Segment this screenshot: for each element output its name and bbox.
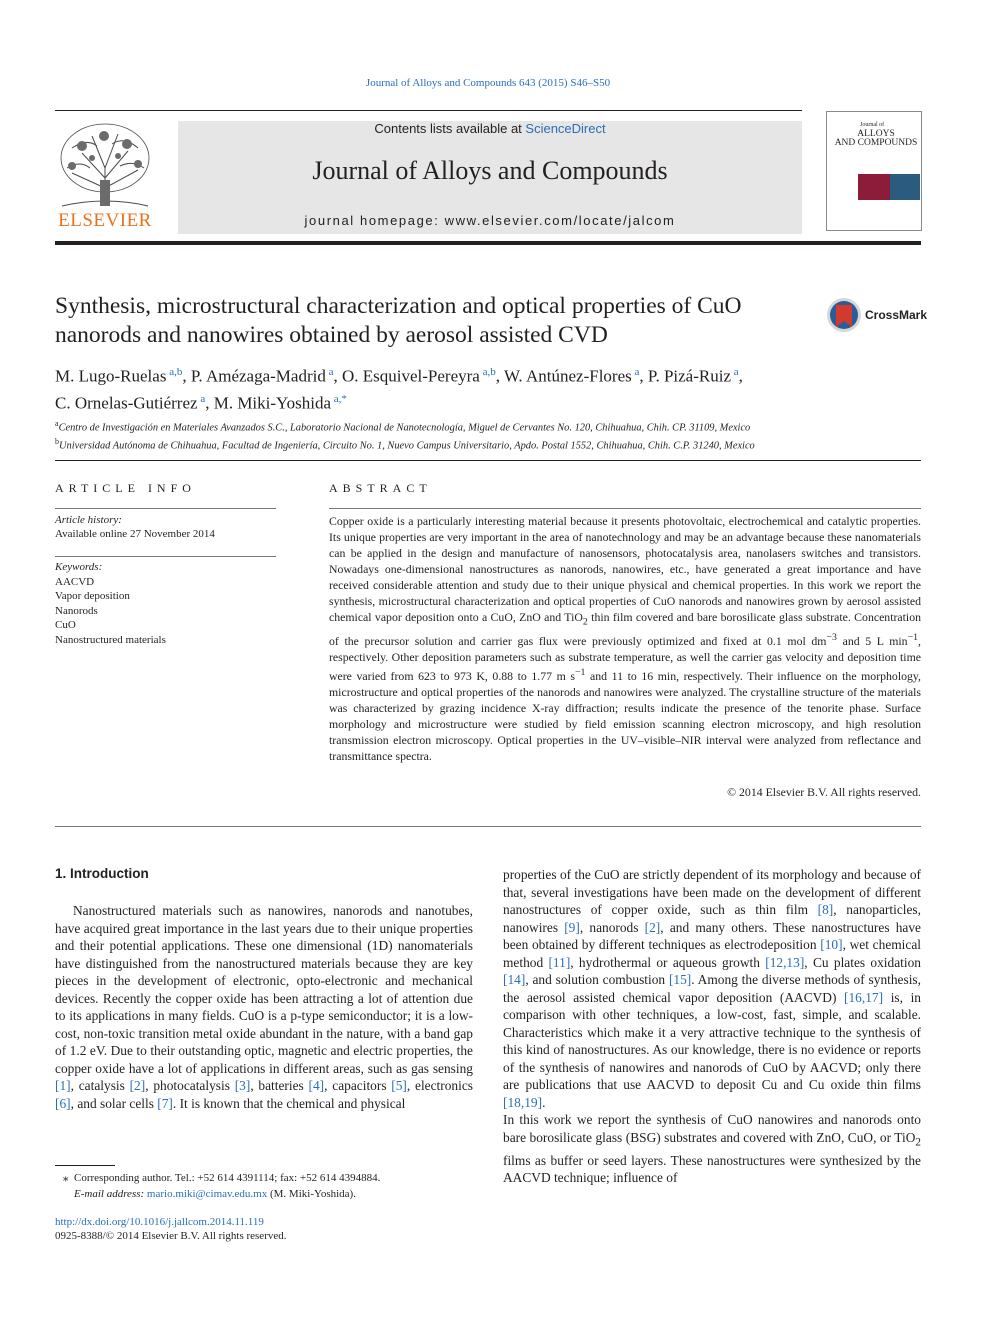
section-heading-introduction: 1. Introduction [55, 866, 149, 881]
reference-link[interactable]: [3] [234, 1078, 251, 1093]
keyword: Nanorods [55, 604, 98, 617]
intro-text: , photocatalysis [145, 1078, 235, 1093]
intro-text: films as buffer or seed layers. These nanostructures were synthesized by the AACVD technique; influence of [503, 1152, 921, 1186]
intro-paragraph [503, 866, 921, 1111]
author-name: C. Ornelas-Gutiérrez [55, 393, 198, 413]
affiliation-key: a [55, 419, 59, 428]
journal-citation-link[interactable]: Journal of Alloys and Compounds 643 (2015) S46–S50 [365, 77, 611, 89]
article-info-rule [55, 508, 276, 509]
intro-text: , and solution combustion [525, 972, 669, 987]
abstract-part: Copper oxide is a particularly interesting material because it presents photovoltaic, electrochemical and catalytic properties. Its unique properties are very important in the area of nanotechnology and may be an advantage because these nanomaterials can be applied in the design and manufacture of nanosensors, photocatalysis area, nanolasers switches and transistors. Nowadays one-dimensional nanostructures as nanorods, nanowires, etc., have generated a great importance and have received considerable attention and study due to their unique physical and chemical properties. In this work we report the synthesis, microstructural characterization and optical properties of CuO nanorods and nanowires grown by aerosol assisted chemical vapor deposition onto a CuO, ZnO and TiO [329, 514, 921, 624]
reference-link[interactable]: [6] [55, 1095, 71, 1111]
intro-text: Nanostructured materials such as nanowires, nanorods and nanotubes, have acquired great importance in the last years due to their unique properties and their potential applications. These one dimensional (1D) nanomaterials have distinguished from the nanostructured materials because they are key pieces in the development of electronic, opto-electronic and mechanical devices. Recently the copper oxide has been attracting a lot of attention due to its applications in many fields. CuO is a p-type semiconductor; it is a low-cost, non-toxic transition metal oxide abundant in the nature, with a band gap of 1.2 eV. Due to their outstanding optic, magnetic and electric properties, the copper oxide have a lot of applications in different areas, such as gas sensing [55, 903, 473, 1076]
sciencedirect-link[interactable]: ScienceDirect [525, 121, 606, 136]
keyword: CuO [55, 619, 76, 632]
reference-link[interactable]: [15] [668, 972, 692, 987]
affiliation-list [55, 417, 921, 454]
reference-link[interactable]: [7] [157, 1095, 173, 1111]
author-affiliation-marker[interactable]: a [325, 366, 334, 378]
reference-link[interactable]: [9] [564, 919, 580, 935]
intro-text: , and solar cells [70, 1095, 158, 1111]
author-name: W. Antúnez-Flores [503, 366, 632, 386]
abstract-rule [329, 508, 921, 509]
contents-line [178, 121, 802, 136]
journal-cover-thumbnail[interactable] [826, 111, 922, 231]
intro-text: , and many others. These nanostructures have been obtained by different techniques as electrodeposition [503, 919, 921, 952]
superscript: −1 [907, 632, 919, 644]
corresponding-text: Corresponding author. Tel.: +52 614 4391114; fax: +52 614 4394884. [74, 1172, 381, 1184]
author-affiliation-marker[interactable]: a,b [166, 366, 183, 378]
intro-text: In this work we report the synthesis of CuO nanowires and nanorods onto bare borosilicate glass (BSG) substrates and covered with ZnO, CuO, or TiO [503, 1112, 921, 1145]
footnote [55, 1170, 473, 1202]
homepage-prefix: journal homepage: [304, 213, 445, 228]
reference-link[interactable]: [11] [548, 954, 571, 970]
reference-link[interactable]: [14] [503, 972, 526, 987]
superscript: −3 [826, 632, 837, 644]
keywords-rule [55, 556, 276, 557]
cover-block-red [858, 174, 890, 200]
keyword: Vapor deposition [55, 590, 130, 603]
keywords-list [55, 575, 166, 647]
keyword: AACVD [55, 576, 95, 588]
intro-text: , electronics [406, 1078, 473, 1093]
affiliation-text: Centro de Investigación en Materiales Avanzados S.C., Laboratorio Nacional de Nanotecnología, Miguel de Cervantes No. 120, Chihuahua, Chih. CP. 31109, Mexico [58, 422, 751, 434]
author-affiliation-marker[interactable]: a,* [331, 392, 347, 405]
intro-text: , Cu plates oxidation [804, 954, 921, 970]
author-affiliation-marker[interactable]: a [731, 366, 739, 378]
subscript: 2 [915, 1136, 921, 1149]
cover-title [833, 130, 919, 148]
intro-text: , capacitors [324, 1078, 392, 1093]
reference-link[interactable]: [18,19] [503, 1094, 543, 1110]
email-note [55, 1186, 473, 1202]
abstract-copyright: © 2014 Elsevier B.V. All rights reserved. [727, 785, 921, 799]
reference-link[interactable]: [1] [55, 1078, 71, 1093]
author-name: P. Amézaga-Madrid [190, 366, 326, 386]
abstract-part: and 5 L min [836, 634, 908, 649]
email-suffix: (M. Miki-Yoshida). [267, 1188, 356, 1200]
reference-link[interactable]: [4] [308, 1078, 325, 1093]
cover-line-2: ALLOYS [857, 129, 895, 139]
reference-link[interactable]: [12,13] [765, 954, 805, 970]
reference-link[interactable]: [5] [391, 1078, 407, 1093]
article-info-heading: ARTICLE INFO [55, 481, 196, 495]
intro-text: . It is known that the chemical and physical [172, 1095, 406, 1111]
crossmark-badge[interactable] [826, 297, 928, 333]
article-history-label: Article history: [55, 514, 122, 526]
intro-paragraph [503, 1111, 921, 1187]
author-name: M. Lugo-Ruelas [55, 366, 167, 386]
author-name: M. Miki-Yoshida [213, 393, 332, 413]
abstract-heading: ABSTRACT [329, 481, 432, 495]
footnote-marker: ⁎ [63, 1172, 69, 1184]
reference-link[interactable]: [2] [129, 1078, 146, 1093]
abstract-text [329, 513, 921, 764]
email-link[interactable]: mario.miki@cimav.edu.mx [146, 1188, 268, 1200]
article-history-value: Available online 27 November 2014 [55, 528, 215, 540]
author-affiliation-marker[interactable]: a [631, 366, 640, 378]
article-title: Synthesis, microstructural characterization and optical properties of CuO nanorods and nanowires obtained by aerosol assisted CVD [55, 293, 742, 348]
intro-text: , nanoparticles, nanowires [503, 902, 921, 935]
keywords-label: Keywords: [55, 561, 103, 573]
journal-homepage [178, 213, 802, 228]
intro-column-left [55, 902, 473, 1112]
keyword: Nanostructured materials [55, 633, 166, 646]
intro-text: , nanorods [579, 919, 645, 935]
crossmark-label: CrossMark [865, 308, 928, 322]
intro-text: , wet chemical method [503, 937, 922, 970]
intro-text: is, in comparison with other techniques, a low-cost, fast, simple, and scalable. Characteristics which make it a very attractive technique to the synthesis of this kind of nanostructures. As our knowledge, there is no evidence or reports of the synthesis of nanowires and nanorods of CuO by AACVD; only there are publications that use AACVD to deposit Cu and Cu oxide thin films [503, 989, 921, 1092]
affiliation-text: Universidad Autónoma de Chihuahua, Facultad de Ingeniería, Circuito No. 1, Nuevo Campus Universitario, Apdo. Postal 1552, Chihuahua, Chih. C.P. 31240, Mexico [59, 440, 755, 452]
author-affiliation-marker[interactable]: a [197, 392, 206, 405]
contents-prefix: Contents lists available at [374, 121, 526, 136]
abstract-part: , respectively. Other deposition parameters such as substrate temperature, as well the carrier gas velocity and deposition time were varied from 623 to 973 K, 0.88 to 1.77 m s [329, 634, 921, 684]
intro-column-right [503, 866, 921, 1187]
intro-text: . [542, 1094, 546, 1110]
journal-title: Journal of Alloys and Compounds [312, 156, 668, 185]
intro-text: . Among the diverse methods of synthesis, the aerosol assisted chemical vapor deposition (AACVD) [503, 972, 921, 1005]
footnote-rule [55, 1165, 115, 1166]
reference-link[interactable]: [16,17] [844, 989, 884, 1005]
abstract-part: thin film covered and bare borosilicate glass substrate. Concentration of the precursor solution and carrier gas flux were previously optimized and fixed at 0.1 mol dm [329, 610, 922, 649]
elsevier-wordmark: ELSEVIER [58, 210, 152, 231]
cover-block-blue [890, 174, 920, 200]
reference-link[interactable]: [2] [644, 919, 661, 935]
intro-text: , catalysis [70, 1078, 130, 1093]
intro-text: , hydrothermal or aqueous growth [570, 954, 766, 970]
abstract-bottom-rule [55, 826, 921, 827]
intro-text: , batteries [250, 1078, 309, 1093]
cover-line-1: Journal of [860, 122, 885, 128]
author-list: M. Lugo-Ruelas $^{a,b}$, P. Amézaga-Madrid $^a$, O. Esquivel-Pereyra $^{a,b}$, W. Antúnez-Flores $^a$, P. Pizá-Ruiz $^a$, C. Ornelas-Gutiérrez $^a$, M. Miki-Yoshida $^{a,*}$ [55, 366, 743, 413]
corresponding-author-note [55, 1170, 473, 1186]
affiliation-key: b [55, 437, 59, 447]
superscript: −1 [575, 667, 586, 679]
abstract-part: and 11 to 16 min, respectively. Their influence on the morphology, microstructure and optical properties of the nanorods and nanowires were analyzed. The crystalline structure of the materials was characterized by grazing incidence X-ray diffraction; results indicate the presence of the tenorite phase. Surface morphology and microstructure were studied by field emission scanning electron microscopy, and high resolution transmission electron microscopy. Optical properties in the UV–visible–NIR interval were analyzed from reflectance and transmittance spectra. [329, 669, 921, 764]
affiliation-rule [55, 460, 921, 461]
affiliation [55, 417, 921, 435]
cover-line-3: AND COMPOUNDS [834, 138, 918, 148]
homepage-url-link[interactable]: www.elsevier.com/locate/jalcom [444, 213, 676, 228]
email-label: E-mail address: [74, 1188, 147, 1200]
issn-line: 0925-8388/© 2014 Elsevier B.V. All rights reserved. [55, 1230, 287, 1242]
affiliation [55, 435, 921, 453]
header-top-rule [55, 110, 802, 111]
doi-link[interactable]: http://dx.doi.org/10.1016/j.jallcom.2014.11.119 [55, 1216, 264, 1228]
reference-link[interactable]: [8] [817, 902, 834, 917]
intro-text: properties of the CuO are strictly dependent of its morphology and because of that, several investigations have been made on the development of different nanostructures of copper oxide, such as thin film [503, 867, 921, 917]
header-bottom-rule [55, 241, 921, 245]
reference-link[interactable]: [10] [820, 937, 843, 952]
author-name: P. Pizá-Ruiz [647, 366, 731, 386]
author-name: O. Esquivel-Pereyra [342, 366, 480, 386]
author-affiliation-marker[interactable]: a,b [479, 366, 496, 378]
crossmark-icon [826, 297, 862, 333]
subscript: 2 [582, 616, 588, 628]
